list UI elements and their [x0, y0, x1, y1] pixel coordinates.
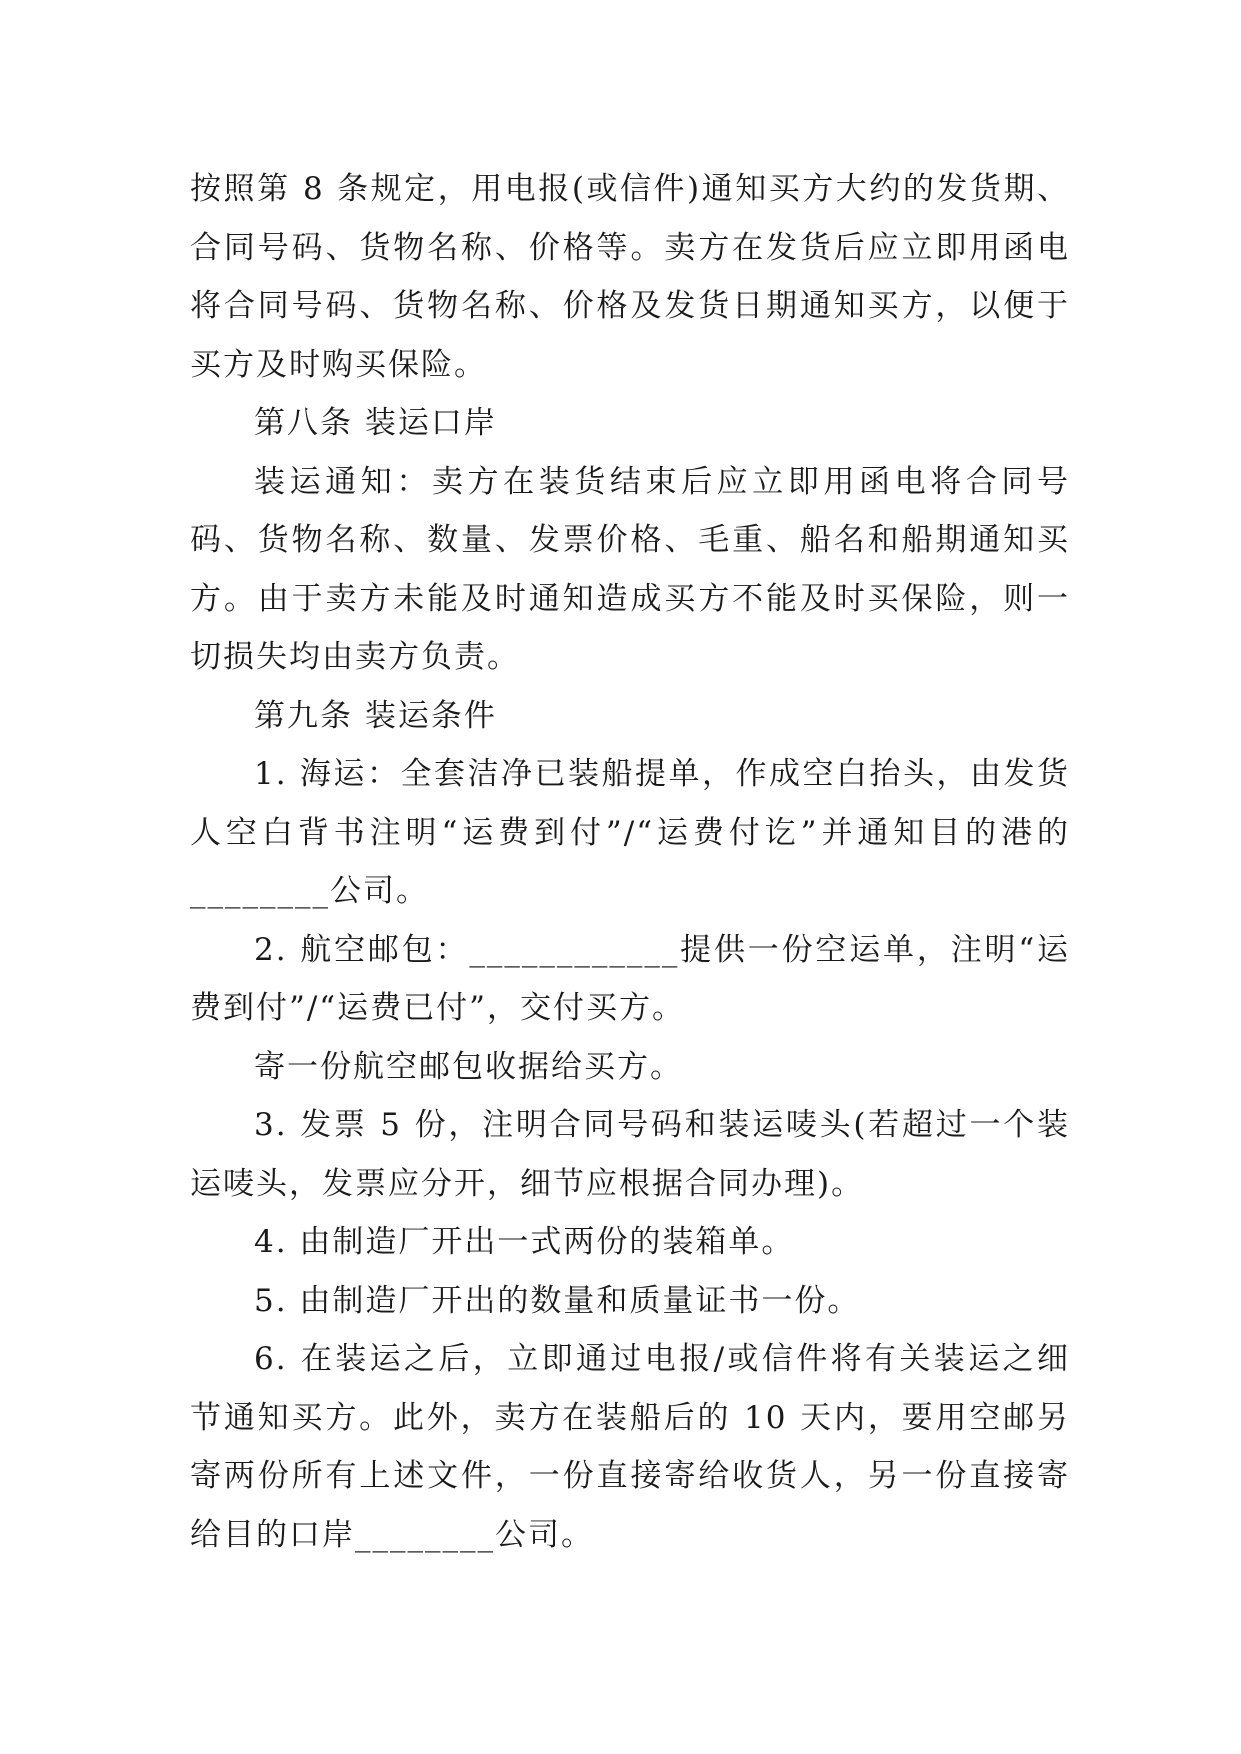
clause-air-parcel-receipt: 寄一份航空邮包收据给买方。 [254, 1048, 683, 1085]
clause-5-certificate: 5. 由制造厂开出的数量和质量证书一份。 [254, 1282, 861, 1319]
paragraph-shipping-notice: 装运通知：卖方在装货结束后应立即用函电将合同号码、货物名称、数量、发票价格、毛重、船名和船期通知买方。由于卖方未能及时通知造成买方不能及时买保险，则一切损失均由卖方负责。 [190, 463, 1070, 675]
clause-4-packing-list: 4. 由制造厂开出一式两份的装箱单。 [254, 1224, 795, 1260]
article-8-heading: 第八条 装运口岸 [254, 405, 497, 441]
article-9-heading: 第九条 装运条件 [254, 697, 497, 734]
clause-6-post-shipment-notice: 6. 在装运之后，立即通过电报/或信件将有关装运之细节通知买方。此外，卖方在装船后的 10 天内，要用空邮另寄两份所有上述文件，一份直接寄给收货人，另一份直接寄给目的口岸________公司。 [190, 1341, 1070, 1553]
paragraph-shipping-notice-intro: 按照第 8 条规定，用电报(或信件)通知买方大约的发货期、合同号码、货物名称、价格等。卖方在发货后应立即用函电将合同号码、货物名称、价格及发货日期通知买方，以便于买方及时购买保险。 [190, 171, 1070, 383]
clause-1-sea-freight: 1. 海运：全套洁净已装船提单，作成空白抬头，由发货人空白背书注明“运费到付”/“运费付讫”并通知目的港的________公司。 [190, 756, 1070, 909]
document-body [190, 160, 1070, 1564]
clause-3-invoice: 3. 发票 5 份，注明合同号码和装运唛头(若超过一个装运唛头，发票应分开，细节应根据合同办理)。 [190, 1107, 1070, 1202]
clause-2-air-parcel: 2. 航空邮包：____________提供一份空运单，注明“运费到付”/“运费已付”，交付买方。 [190, 931, 1070, 1026]
